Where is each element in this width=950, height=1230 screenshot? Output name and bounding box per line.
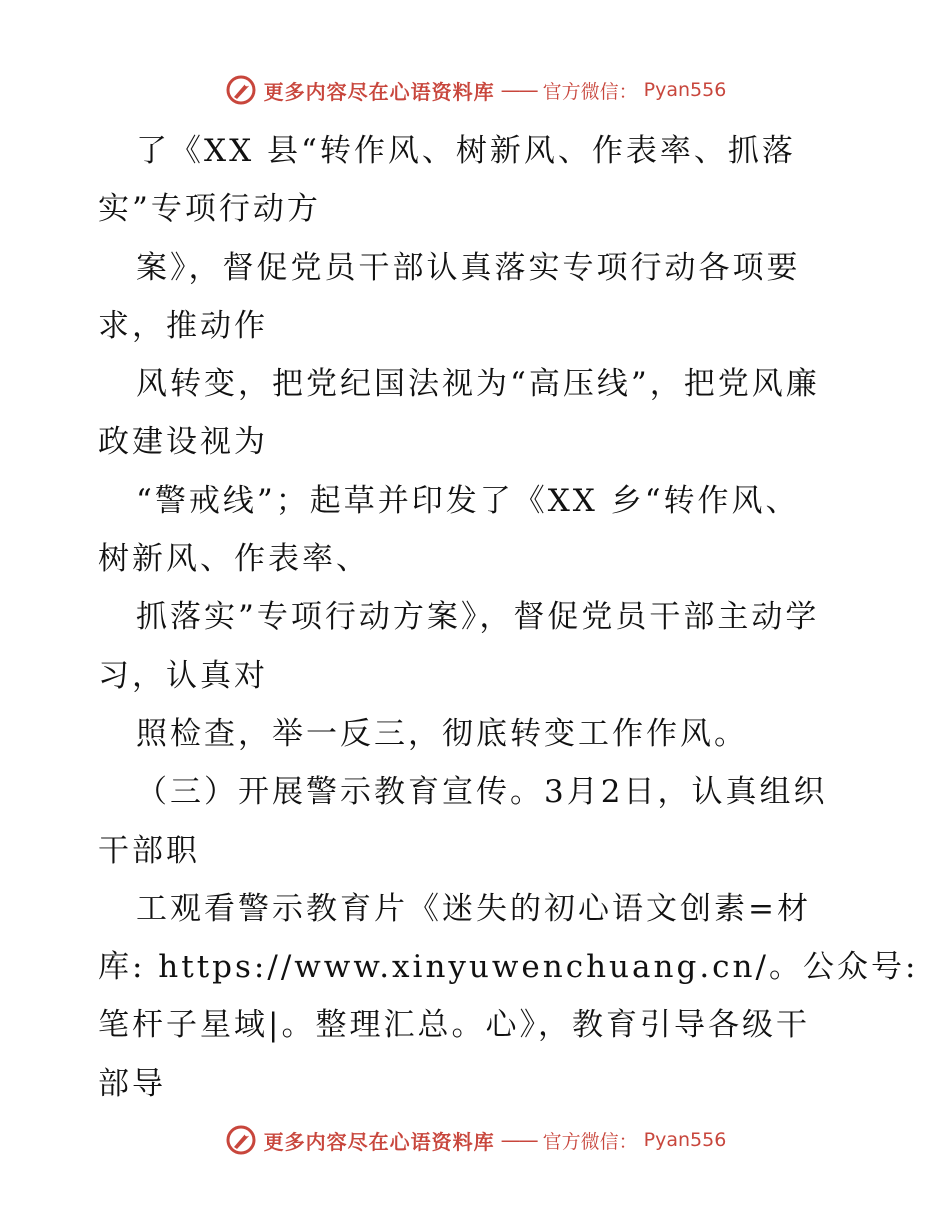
- body-line: 了《XX 县“转作风、树新风、作表率、抓落: [136, 133, 796, 169]
- pen-nib-logo-icon: [224, 1123, 258, 1157]
- body-line: 树新风、作表率、: [98, 541, 370, 578]
- header-watermark-banner: [0, 72, 950, 108]
- banner-wechat-label: 官方微信：: [542, 1130, 638, 1153]
- body-line: 风转变，把党纪国法视为“高压线”，把党风廉: [136, 366, 820, 403]
- banner-separator: ——: [500, 1128, 537, 1152]
- document-body: [98, 122, 919, 1113]
- body-line: 干部职: [98, 832, 200, 869]
- body-line: （三）开展警示教育宣传。3月2日，认真组织: [136, 774, 828, 811]
- body-line: 部导: [98, 1065, 166, 1102]
- body-line: 案》，督促党员干部认真落实专项行动各项要: [136, 249, 801, 286]
- body-line: 实”专项行动方: [98, 191, 321, 228]
- body-line: 政建设视为: [98, 424, 268, 461]
- banner-wechat-id: Pyan556: [643, 79, 727, 101]
- banner-brand-text: 更多内容尽在心语资料库: [263, 1129, 495, 1154]
- body-line: 习，认真对: [98, 657, 268, 694]
- banner-separator: ——: [500, 78, 537, 102]
- body-line: “警戒线”；起草并印发了《XX 乡“转作风、: [136, 482, 800, 519]
- banner-wechat-label: 官方微信：: [542, 80, 638, 103]
- body-line: 照检查，举一反三，彻底转变工作作风。: [136, 715, 748, 752]
- banner-wechat-id: Pyan556: [643, 1129, 727, 1151]
- body-line: 库: https://www.xinyuwenchuang.cn/。公众号:: [98, 949, 919, 986]
- pen-nib-logo-icon: [224, 73, 258, 107]
- body-line: 抓落实”专项行动方案》，督促党员干部主动学: [136, 599, 820, 636]
- body-line: 工观看警示教育片《迷失的初心语文创素=材: [136, 890, 811, 927]
- body-line: 求，推动作: [98, 307, 268, 344]
- banner-brand-text: 更多内容尽在心语资料库: [263, 79, 495, 104]
- body-line: 笔杆子星域|。整理汇总。心》，教育引导各级干: [98, 1007, 810, 1044]
- footer-watermark-banner: [0, 1122, 950, 1158]
